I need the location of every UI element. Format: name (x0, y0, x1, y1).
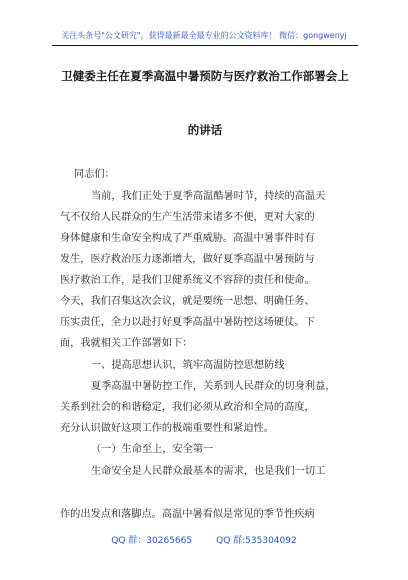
paragraph-line: 生命安全是人民群众最基本的需求，也是我们一切工 (91, 466, 326, 477)
paragraph-line: 医疗救治工作，是我们卫健系统义不容辞的责任和使命。 (60, 275, 315, 286)
paragraph-line: 压实责任，全力以赴打好夏季高温中暑防控这场硬仗。下 (60, 317, 315, 328)
paragraph-line: 发生，医疗救治压力逐渐增大，做好夏季高温中暑预防与 (60, 254, 315, 265)
paragraph-line: 关系到社会的和谐稳定，我们必须从政治和全局的高度， (60, 402, 315, 413)
section-heading: 一、提高思想认识，筑牢高温防控思想防线 (91, 360, 285, 371)
paragraph-line: 面，我就相关工作部署如下： (60, 338, 193, 349)
header-rule (52, 45, 358, 46)
salutation: 同志们： (74, 169, 115, 180)
subsection-heading: （一）生命至上，安全第一 (91, 444, 214, 455)
document-title-line-2: 的讲话 (187, 123, 223, 137)
paragraph-line: 夏季高温中暑防控工作，关系到人民群众的切身利益， (91, 381, 336, 392)
footer-qq-group-2: QQ 群:535304092 (216, 536, 297, 546)
footer-qq-group-1: QQ 群：30265665 (111, 536, 193, 546)
document-title-line-1: 卫健委主任在夏季高温中暑预防与医疗救治工作部署会上 (61, 69, 349, 83)
footer-note (0, 533, 408, 546)
paragraph-line: 今天，我们召集这次会议，就是要统一思想、明确任务、 (60, 296, 315, 307)
header-note: 关注头条号"公文研究"，获得最新最全最专业的公文资料库！ 微信：gongwenyj (61, 31, 347, 40)
paragraph-line: 身体健康和生命安全构成了严重威胁。高温中暑事件时有 (60, 233, 315, 244)
paragraph-line: 气不仅给人民群众的生产生活带来诸多不便，更对大家的 (60, 212, 315, 223)
paragraph-line: 当前，我们正处于夏季高温酷暑时节，持续的高温天 (91, 191, 326, 202)
paragraph-line: 作的出发点和落脚点。高温中暑看似是常见的季节性疾病 (60, 509, 315, 520)
paragraph-line: 充分认识做好这项工作的极端重要性和紧迫性。 (60, 423, 274, 434)
